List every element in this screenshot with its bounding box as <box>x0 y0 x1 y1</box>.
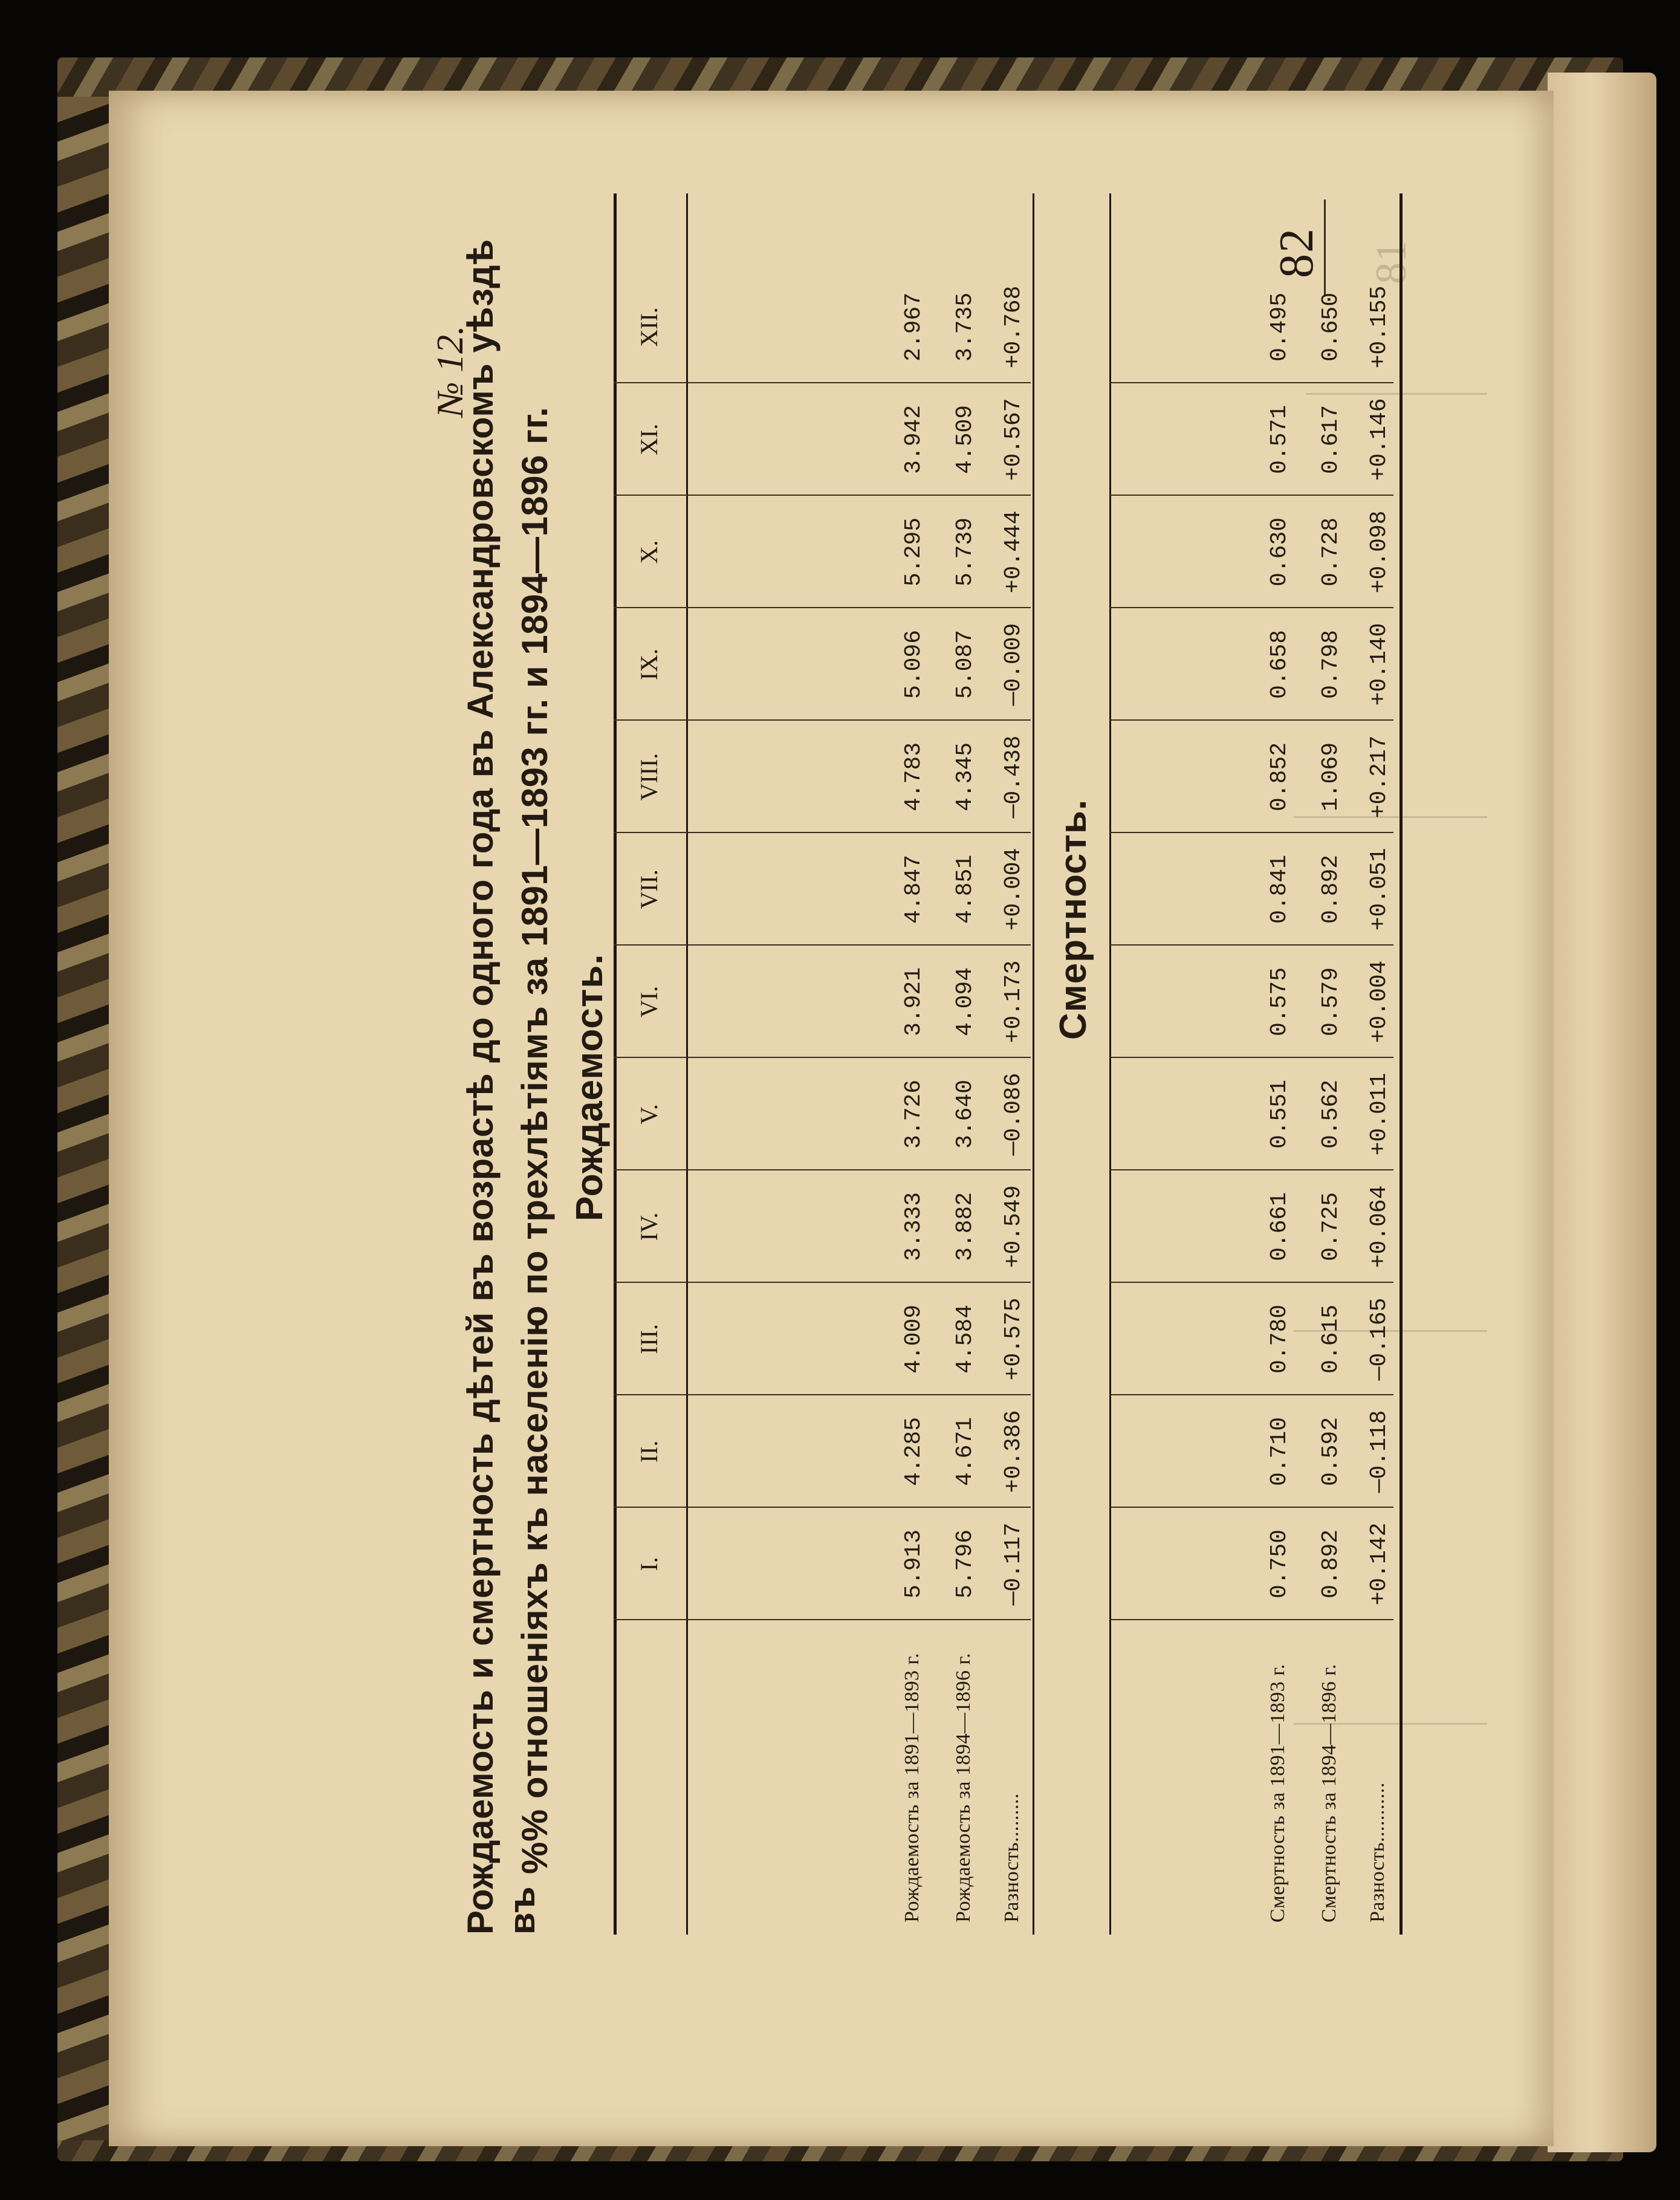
data-cell: +0.386 <box>1001 1410 1026 1493</box>
deaths-col-sep <box>1109 382 1393 383</box>
data-cell: +0.173 <box>1001 960 1026 1043</box>
month-header: V. <box>635 1104 663 1124</box>
data-cell: 0.562 <box>1318 1079 1344 1149</box>
data-cell: 4.009 <box>901 1304 927 1374</box>
data-cell: 4.847 <box>901 854 927 924</box>
row-label: Смертность за 1894—1896 г. <box>1318 1664 1340 1923</box>
data-cell: +0.575 <box>1001 1297 1026 1381</box>
deaths-col-sep <box>1109 1282 1393 1283</box>
data-cell: —0.165 <box>1366 1297 1392 1381</box>
table-number: № 12. <box>430 325 471 417</box>
data-cell: 4.509 <box>952 404 978 475</box>
data-cell: —0.009 <box>1001 623 1026 706</box>
month-header: XI. <box>635 423 663 456</box>
data-cell: +0.142 <box>1366 1522 1392 1606</box>
data-cell: +0.064 <box>1366 1185 1392 1268</box>
table-title-line-2: %% отношеніяхъ къ населенію по трехлѣтіямъ за 1891—1893 гг. и 1894—1896 гг. <box>514 406 555 1874</box>
data-cell: +0.444 <box>1001 510 1026 594</box>
data-cell: +0.140 <box>1366 623 1392 706</box>
page-number: 82 <box>1270 227 1323 278</box>
data-cell: 0.571 <box>1266 404 1292 475</box>
data-cell: 0.615 <box>1318 1304 1344 1374</box>
data-cell: 0.551 <box>1266 1079 1292 1149</box>
data-cell: 4.851 <box>952 854 978 924</box>
data-cell: 3.735 <box>952 292 978 362</box>
data-cell: +0.549 <box>1001 1185 1026 1268</box>
month-header: VII. <box>635 869 663 909</box>
book-spine <box>57 97 115 2140</box>
births-top-rule <box>614 193 617 1935</box>
table-bottom-rule <box>1399 193 1403 1935</box>
data-cell: +0.146 <box>1366 398 1392 481</box>
data-cell: 3.640 <box>952 1079 978 1149</box>
deaths-col-sep <box>1109 1169 1393 1170</box>
data-cell: 0.892 <box>1318 854 1344 924</box>
deaths-heading: Смертность. <box>1052 799 1094 1040</box>
data-cell: 5.295 <box>901 517 927 587</box>
births-bottom-rule <box>1033 193 1034 1935</box>
data-cell: 4.094 <box>952 967 978 1037</box>
data-cell: +0.217 <box>1366 735 1392 819</box>
data-cell: 0.750 <box>1266 1529 1292 1599</box>
deaths-col-sep <box>1109 495 1393 496</box>
row-label: Разность........... <box>1366 1782 1389 1923</box>
data-cell: —0.438 <box>1001 735 1026 819</box>
data-cell: 0.579 <box>1318 967 1344 1037</box>
month-header: IV. <box>635 1212 663 1241</box>
data-cell: 4.345 <box>952 742 978 812</box>
data-cell: +0.004 <box>1001 848 1026 931</box>
row-label: Рождаемость за 1894—1896 г. <box>952 1652 975 1923</box>
data-cell: —0.086 <box>1001 1072 1026 1156</box>
data-cell: 5.096 <box>901 629 927 699</box>
deaths-col-sep <box>1109 944 1393 946</box>
data-cell: 0.658 <box>1266 629 1292 699</box>
data-cell: 0.798 <box>1318 629 1344 699</box>
data-cell: 3.333 <box>901 1192 927 1262</box>
month-header: III. <box>635 1324 663 1354</box>
data-cell: 0.710 <box>1266 1416 1292 1487</box>
data-cell: 1.069 <box>1318 742 1344 812</box>
births-header-rule <box>686 193 688 1935</box>
data-cell: 5.913 <box>901 1529 927 1599</box>
deaths-col-sep <box>1109 832 1393 833</box>
data-cell: 3.942 <box>901 404 927 475</box>
deaths-col-sep <box>1109 1507 1393 1508</box>
rotated-table-page <box>423 91 1632 1965</box>
data-cell: 0.630 <box>1266 517 1292 587</box>
data-cell: +0.011 <box>1366 1072 1392 1156</box>
data-cell: 2.967 <box>901 292 927 362</box>
data-cell: +0.567 <box>1001 398 1026 481</box>
data-cell: 0.617 <box>1318 404 1344 475</box>
data-cell: 0.650 <box>1318 292 1344 362</box>
data-cell: 0.728 <box>1318 517 1344 587</box>
data-cell: 4.584 <box>952 1304 978 1374</box>
data-cell: 4.285 <box>901 1416 927 1487</box>
data-cell: 3.921 <box>901 967 927 1037</box>
month-header: II. <box>635 1440 663 1463</box>
month-header: VIII. <box>635 753 663 801</box>
data-cell: 0.841 <box>1266 854 1292 924</box>
deaths-col-sep <box>1109 607 1393 608</box>
deaths-top-rule <box>1109 193 1111 1935</box>
data-cell: +0.051 <box>1366 848 1392 931</box>
data-cell: +0.768 <box>1001 285 1026 369</box>
data-cell: +0.098 <box>1366 510 1392 594</box>
data-cell: 0.725 <box>1318 1192 1344 1262</box>
data-cell: 4.671 <box>952 1416 978 1487</box>
data-cell: —0.118 <box>1366 1410 1392 1493</box>
data-cell: 5.739 <box>952 517 978 587</box>
row-label: Разность......... <box>1001 1793 1023 1923</box>
data-cell: 0.495 <box>1266 292 1292 362</box>
deaths-col-sep <box>1109 1394 1393 1395</box>
month-header: XII. <box>635 307 663 347</box>
data-cell: 3.726 <box>901 1079 927 1149</box>
data-cell: 0.661 <box>1266 1192 1292 1262</box>
data-cell: 0.852 <box>1266 742 1292 812</box>
month-header: IX. <box>635 648 663 681</box>
deaths-col-sep <box>1109 1057 1393 1058</box>
month-header: I. <box>635 1557 663 1571</box>
data-cell: 0.892 <box>1318 1529 1344 1599</box>
data-cell: +0.155 <box>1366 285 1392 369</box>
data-cell: 3.882 <box>952 1192 978 1262</box>
deaths-col-sep <box>1109 719 1393 721</box>
row-label: Рождаемость за 1891—1893 г. <box>901 1652 923 1923</box>
month-header: VI. <box>635 985 663 1018</box>
ghost-page-number: 81 <box>1367 241 1415 284</box>
data-cell: 0.780 <box>1266 1304 1292 1374</box>
data-cell: 0.575 <box>1266 967 1292 1037</box>
deaths-label-divider <box>1109 1619 1393 1620</box>
data-cell: +0.004 <box>1366 960 1392 1043</box>
data-cell: 0.592 <box>1318 1416 1344 1487</box>
data-cell: 5.087 <box>952 629 978 699</box>
data-cell: 5.796 <box>952 1529 978 1599</box>
data-cell: 4.783 <box>901 742 927 812</box>
row-label: Смертность за 1891—1893 г. <box>1266 1664 1289 1923</box>
data-cell: —0.117 <box>1001 1522 1026 1606</box>
table-title-line-1: Рождаемость и смертность дѣтей въ возрастѣ до одного года въ Александровскомъ уѣздѣ въ <box>460 239 542 1935</box>
births-heading: Рождаемость. <box>569 953 611 1221</box>
month-header: X. <box>635 540 663 564</box>
